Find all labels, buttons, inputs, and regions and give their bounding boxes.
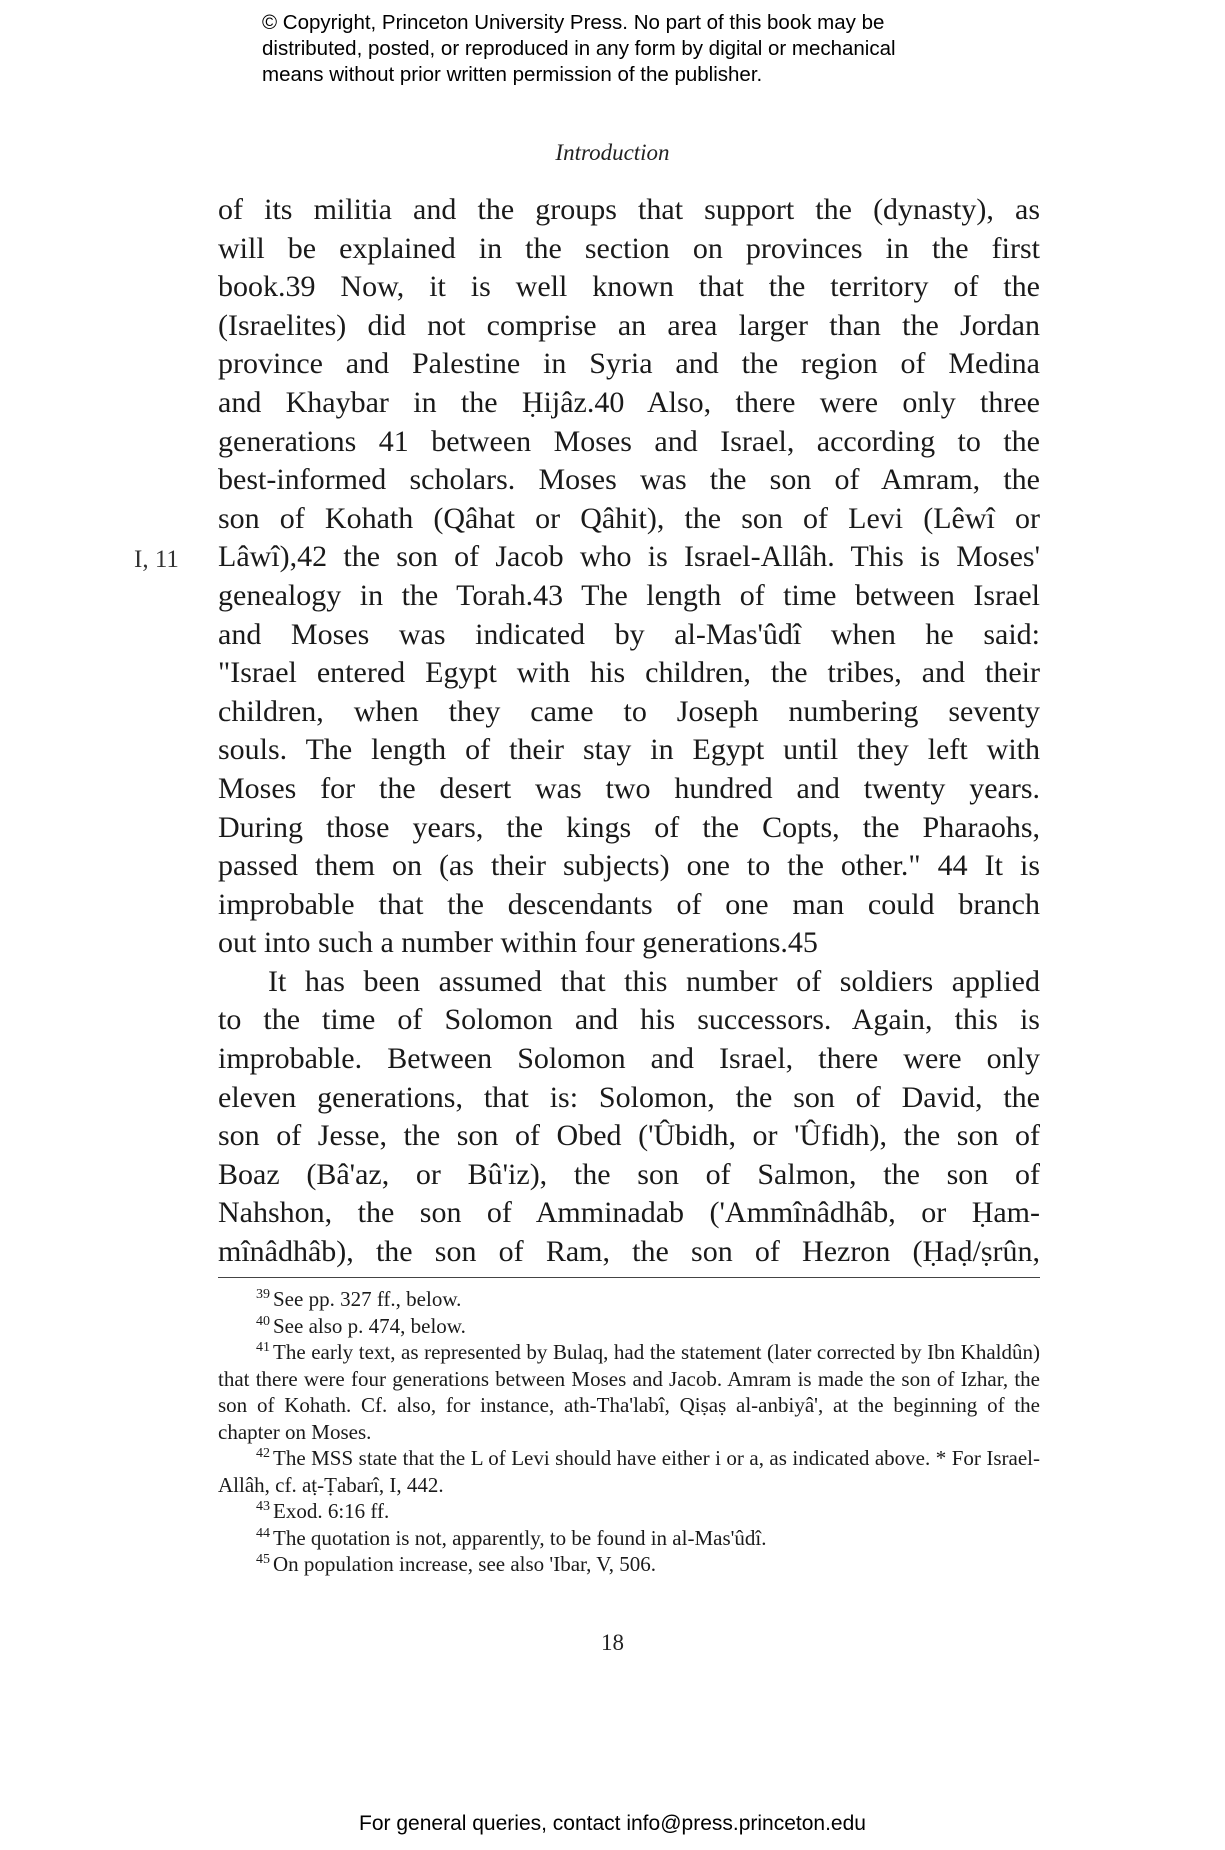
footnote (218, 1286, 1040, 1313)
body-line: and Moses was indicated by al-Mas'ûdî when he said: (218, 617, 1040, 651)
footnote (218, 1313, 1040, 1340)
margin-reference: I, 11 (134, 546, 179, 573)
body-line: passed them on (as their subjects) one to the other." 44 It is (218, 849, 1040, 883)
running-head: Introduction (555, 140, 670, 165)
footnote-text: The MSS state that the L of Levi should have either i or a, as indicated above. * For Israel-Allâh, cf. aṭ-Ṭabarî, I, 442. (218, 1446, 1040, 1497)
body-line: genealogy in the Torah.43 The length of time between Israel (218, 578, 1040, 612)
footnote (218, 1445, 1040, 1498)
footnote-text: The early text, as represented by Bulaq, had the statement (later corrected by Ibn Khaldûn) that there were four generations between Moses and Jacob. Amram is made the son of Izhar, the son of Kohath. Cf. also, for instance, ath-Tha'labî, Qiṣaṣ al-anbiyâ', at the beginning of the chapter on Moses. (218, 1340, 1040, 1444)
body-line: son of Jesse, the son of Obed ('Ûbidh, or 'Ûfidh), the son of (218, 1119, 1040, 1153)
body-line: of its militia and the groups that support the (dynasty), as (218, 193, 1040, 226)
body-line: book.39 Now, it is well known that the territory of the (218, 270, 1040, 304)
footnote-text: See pp. 327 ff., below. (273, 1287, 462, 1311)
body-line: It has been assumed that this number of soldiers applied (268, 964, 1040, 998)
footnote-number: 43 (256, 1499, 270, 1514)
footnote-number: 45 (256, 1552, 270, 1567)
body-line: souls. The length of their stay in Egypt until they left with (218, 733, 1040, 767)
copyright-line: distributed, posted, or reproduced in any form by digital or mechanical (262, 37, 896, 60)
footnote-text: Exod. 6:16 ff. (273, 1499, 390, 1523)
footnote-number: 42 (256, 1446, 270, 1461)
body-line: son of Kohath (Qâhat or Qâhit), the son of Levi (Lêwî or (218, 501, 1040, 535)
footnote-number: 39 (256, 1287, 270, 1302)
footnote (218, 1551, 1040, 1578)
footnote-text: On population increase, see also 'Ibar, V, 506. (273, 1552, 656, 1576)
body-line: best-informed scholars. Moses was the son of Amram, the (218, 463, 1040, 497)
body-line: (Israelites) did not comprise an area larger than the Jordan (218, 308, 1040, 342)
body-line: Lâwî),42 the son of Jacob who is Israel-Allâh. This is Moses' (218, 540, 1040, 574)
page-number: 18 (601, 1630, 624, 1655)
footnote-number: 44 (256, 1525, 270, 1541)
body-line: to the time of Solomon and his successors. Again, this is (218, 1003, 1040, 1037)
body-line: mînâdhâb), the son of Ram, the son of Hezron (Ḥaḍ/ṣrûn, (218, 1235, 1040, 1269)
body-line: Boaz (Bâ'az, or Bû'iz), the son of Salmon, the son of (218, 1157, 1040, 1191)
footer-contact: For general queries, contact info@press.princeton.edu (359, 1812, 866, 1835)
body-line: generations 41 between Moses and Israel, according to the (218, 424, 1040, 458)
body-line: children, when they came to Joseph numbering seventy (218, 694, 1040, 728)
footnote (218, 1525, 1040, 1552)
body-line: province and Palestine in Syria and the region of Medina (218, 347, 1040, 381)
footnote (218, 1498, 1040, 1525)
copyright-notice (262, 10, 1022, 88)
body-line: improbable that the descendants of one man could branch (218, 887, 1040, 921)
body-line: "Israel entered Egypt with his children, the tribes, and their (218, 656, 1040, 690)
copyright-line: © Copyright, Princeton University Press. No part of this book may be (262, 11, 885, 34)
footnote (218, 1339, 1040, 1445)
footnote-rule (218, 1277, 1040, 1278)
footnotes (218, 1286, 1040, 1578)
body-line: improbable. Between Solomon and Israel, there were only (218, 1042, 1040, 1076)
footnote-number: 40 (256, 1313, 270, 1329)
body-line: Moses for the desert was two hundred and twenty years. (218, 771, 1040, 805)
body-line: and Khaybar in the Ḥijâz.40 Also, there were only three (218, 385, 1040, 419)
body-line: Nahshon, the son of Amminadab ('Ammînâdhâb, or Ḥam- (218, 1196, 1040, 1230)
body-line: out into such a number within four generations.45 (218, 926, 818, 960)
copyright-line: means without prior written permission of the publisher. (262, 63, 763, 86)
footnote-text: See also p. 474, below. (273, 1313, 466, 1338)
body-line: During those years, the kings of the Copts, the Pharaohs, (218, 810, 1040, 844)
footnote-number: 41 (256, 1340, 270, 1355)
footnote-text: The quotation is not, apparently, to be found in al-Mas'ûdî. (273, 1525, 767, 1550)
body-text (218, 191, 1040, 1272)
body-line: eleven generations, that is: Solomon, the son of David, the (218, 1080, 1040, 1114)
body-line: will be explained in the section on provinces in the first (218, 231, 1040, 265)
